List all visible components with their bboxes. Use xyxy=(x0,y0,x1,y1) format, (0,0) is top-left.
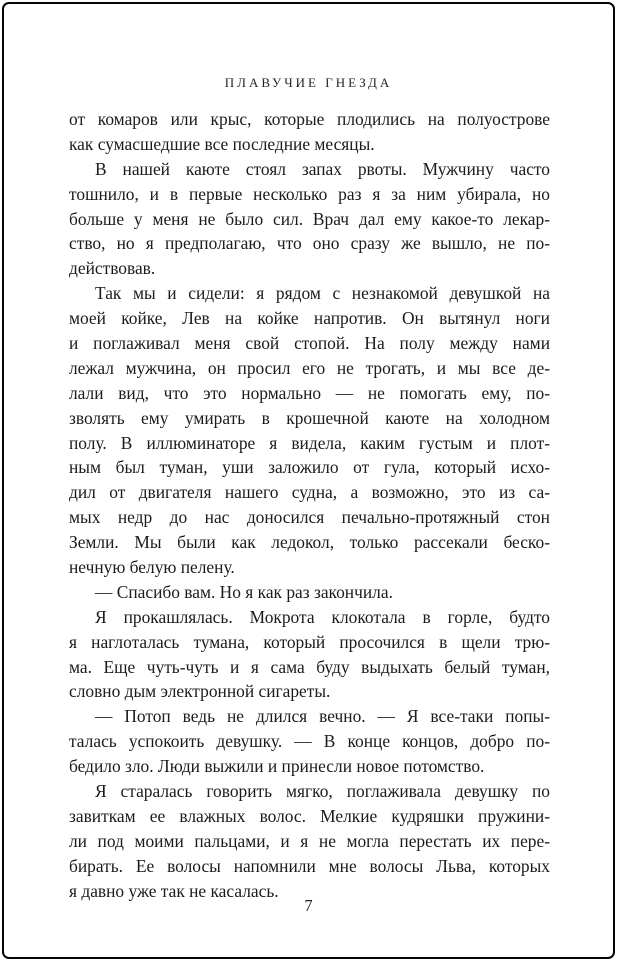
text-line: моей койке, Лев на койке напротив. Он вытянул ноги xyxy=(69,308,550,329)
paragraph xyxy=(69,107,550,157)
text-line: — Потоп ведь не длился вечно. — Я все-таки попы- xyxy=(95,706,550,727)
text-line: Я прокашлялась. Мокрота клокотала в горле, будто xyxy=(95,606,550,627)
paragraph xyxy=(69,157,550,281)
page-number: 7 xyxy=(304,896,313,915)
text-line: действовав. xyxy=(69,258,156,279)
paragraph xyxy=(69,704,550,779)
text-line: бедило зло. Люди выжили и принесли новое потомство. xyxy=(69,756,485,777)
text-line: словно дым электронной сигареты. xyxy=(69,681,331,702)
text-line: — Спасибо вам. Но я как раз закончила. xyxy=(95,581,393,602)
text-line: ным был туман, уши заложило от гула, который исхо- xyxy=(69,457,550,478)
body-text xyxy=(69,107,550,904)
text-line: ма. Еще чуть-чуть и я сама буду выдыхать белый туман, xyxy=(69,656,550,677)
text-line: ство, но я предполагаю, что оно сразу же вышло, не по- xyxy=(69,233,550,254)
text-line: тошнило, и в первые несколько раз я за ним убирала, но xyxy=(69,183,550,204)
text-line: Земли. Мы были как ледокол, только рассекали беско- xyxy=(69,532,550,553)
page-frame xyxy=(2,2,615,959)
text-line: талась успокоить девушку. — В конце концов, добро по- xyxy=(69,731,550,752)
text-line: нечную белую пелену. xyxy=(69,557,235,578)
text-line: лежал мужчина, он просил его не трогать, и мы все де- xyxy=(69,357,550,378)
text-line: как сумасшедшие все последние месяцы. xyxy=(69,133,375,154)
text-line: Так мы и сидели: я рядом с незнакомой девушкой на xyxy=(95,283,550,304)
text-line: ли под моими пальцами, и я не могла перестать их пере- xyxy=(69,830,550,851)
text-line: и поглаживал меня свой стопой. На полу между нами xyxy=(69,333,550,354)
text-line: бирать. Ее волосы напомнили мне волосы Льва, которых xyxy=(69,855,550,876)
text-line: лали вид, что это нормально — не помогать ему, по- xyxy=(69,382,550,403)
text-line: я давно уже так не касалась. xyxy=(69,880,279,901)
running-head: ПЛАВУЧИЕ ГНЕЗДА xyxy=(224,75,393,90)
paragraph xyxy=(69,281,550,580)
text-line: я наглоталась тумана, который просочился в щели трю- xyxy=(69,631,550,652)
paragraph xyxy=(69,605,550,705)
text-line: мых недр до нас доносился печально-протяжный стон xyxy=(69,507,550,528)
paragraph xyxy=(69,779,550,903)
text-line: дил от двигателя нашего судна, а возможно, это из са- xyxy=(69,482,550,503)
text-line: зволять ему умирать в крошечной каюте на холодном xyxy=(69,407,550,428)
text-line: полу. В иллюминаторе я видела, каким густым и плот- xyxy=(69,432,550,453)
text-line: от комаров или крыс, которые плодились на полуострове xyxy=(69,109,550,129)
text-line: больше у меня не было сил. Врач дал ему какое-то лекар- xyxy=(69,208,550,229)
text-line: Я старалась говорить мягко, поглаживала девушку по xyxy=(95,781,550,802)
text-line: В нашей каюте стоял запах рвоты. Мужчину часто xyxy=(95,158,550,179)
paragraph xyxy=(69,580,550,605)
text-line: завиткам ее влажных волос. Мелкие кудряшки пружини- xyxy=(69,805,550,826)
